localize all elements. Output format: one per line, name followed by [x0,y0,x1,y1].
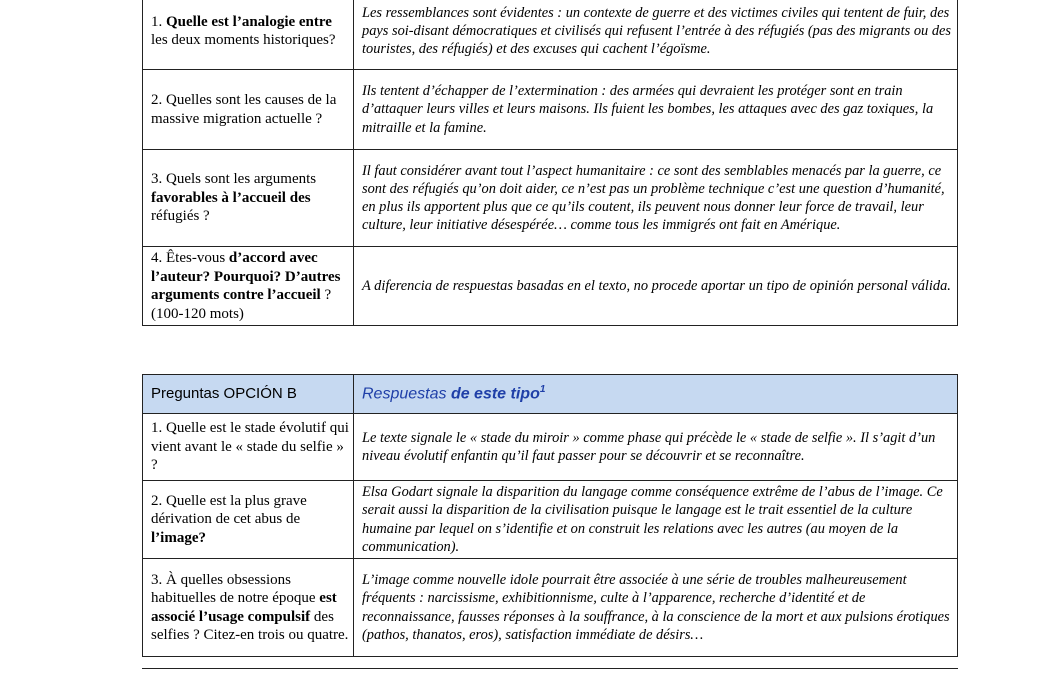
question-cell: 1. Quelle est l’analogie entre les deux moments historiques? [143,0,354,70]
questions-table-option-b [142,374,958,657]
next-row-border [142,668,958,669]
question-cell: 1. Quelle est le stade évolutif qui vient avant le « stade du selfie » ? [143,414,354,481]
table-row [143,150,958,247]
table-row [143,559,958,657]
question-cell: 3. Quels sont les arguments favorables à l’accueil des réfugiés ? [143,150,354,247]
answer-cell: Elsa Godart signale la disparition du langage comme conséquence extrême de l’abus de l’image. Ce serait aussi la disparition de la civilisation puisque le langage est le trait essentiel de la culture humaine par lequel on s’identifie et on construit les relations avec les autres (au moyen de la communication). [354,481,958,559]
answer-cell: Les ressemblances sont évidentes : un contexte de guerre et des victimes civiles qui tentent de fuir, des pays soi-disant démocratiques et civilisés qui refusent l’entrée à des réfugiés (pas des migrants ou des touristes, des réfugiés) et des excuses qui cachent l’égoïsme. [354,0,958,70]
table-row [143,70,958,150]
question-cell: 2. Quelles sont les causes de la massive migration actuelle ? [143,70,354,150]
questions-column-header: Preguntas OPCIÓN B [143,375,354,414]
table-row [143,414,958,481]
question-cell: 4. Êtes-vous d’accord avec l’auteur? Pourquoi? D’autres arguments contre l’accueil ? (100-120 mots) [143,247,354,326]
questions-table-option-a [142,0,958,326]
table-header-row [143,375,958,414]
table-row [143,481,958,559]
answers-column-header: Respuestas de este tipo$^1$ [354,375,958,414]
question-cell: 3. À quelles obsessions habituelles de notre époque est associé l’usage compulsif des selfies ? Citez-en trois ou quatre. [143,559,354,657]
table-row [143,0,958,70]
question-cell: 2. Quelle est la plus grave dérivation de cet abus de l’image? [143,481,354,559]
answer-cell: A diferencia de respuestas basadas en el texto, no procede aportar un tipo de opinión personal válida. [354,247,958,326]
answer-cell: Il faut considérer avant tout l’aspect humanitaire : ce sont des semblables menacés par la guerre, ce sont des réfugiés qu’on doit aider, ce n’est pas un problème technique c’est une question d’humanité, en plus ils apportent plus que ce qu’ils coutent, ils peuvent nous donner leur force de travail, leur culture, leur initiative désespérée… comme tous les immigrés ont fait en Amérique. [354,150,958,247]
table-row [143,247,958,326]
answer-cell: L’image comme nouvelle idole pourrait être associée à une série de troubles malheureusement fréquents : narcissisme, exhibitionnisme, culte à l’apparence, recherche d’identité et de reconnaissance, fausses réponses à la souffrance, à la conscience de la mort et aux pulsions érotiques (pathos, thanatos, eros), satisfaction immédiate de désirs… [354,559,958,657]
footnote-mark: 1 [539,384,546,396]
answer-cell: Ils tentent d’échapper de l’extermination : des armées qui devraient les protéger sont en train d’attaquer leurs villes et leurs maisons. Ils fuient les bombes, les attaques avec des gaz toxiques, la mitraille et la famine. [354,70,958,150]
answer-cell: Le texte signale le « stade du miroir » comme phase qui précède le « stade de selfie ». Il s’agit d’un niveau évolutif enfantin qu’il faut passer pour se découvrir et se reconnaître. [354,414,958,481]
